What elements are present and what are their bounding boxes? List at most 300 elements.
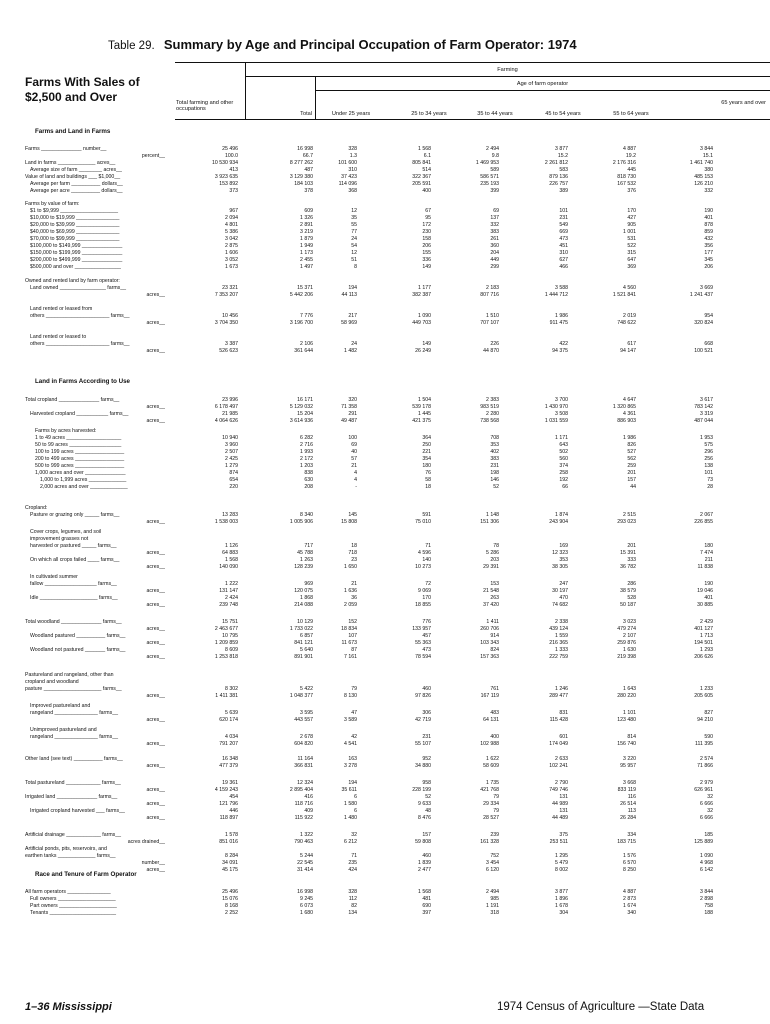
table-cell: 15 751 [222,619,238,625]
table-cell: 19.2 [625,153,636,159]
table-cell: 851 016 [219,839,238,845]
row-label: acres__ [146,404,165,410]
table-cell: 983 519 [480,404,499,410]
table-cell: 708 [490,435,499,441]
table-cell: 7 161 [344,654,357,660]
row-label: Farms ______________ number__ [25,146,107,152]
table-cell: 172 [422,222,431,228]
table-cell: 31 414 [297,867,313,873]
table-cell: 4 361 [623,411,636,417]
table-cell: 1 643 [623,686,636,692]
table-cell: 879 136 [549,174,568,180]
table-cell: 473 [422,647,431,653]
table-cell: 149 [422,341,431,347]
table-cell: 446 [229,808,238,814]
row-label: Part owners ____________________ [30,903,117,909]
table-cell: 1 461 740 [689,160,713,166]
table-cell: 356 [704,243,713,249]
table-cell: 826 [627,442,636,448]
row-label: acres__ [146,815,165,821]
row-label: Other land (see text) __________ farms__ [25,756,123,762]
table-title [108,37,577,52]
row-label: improvement grasses not [30,536,89,542]
table-cell: 1 031 559 [544,418,568,424]
table-cell: 42 719 [415,717,431,723]
table-cell: 140 [422,557,431,563]
table-cell: 170 [627,208,636,214]
table-cell: 914 [490,633,499,639]
table-cell: 807 716 [480,292,499,298]
table-cell: 413 [229,167,238,173]
table-cell: 707 107 [480,320,499,326]
table-cell: 969 [304,581,313,587]
table-cell: 6 857 [300,633,313,639]
table-cell: 4 064 626 [214,418,238,424]
table-cell: 4 541 [344,741,357,747]
row-label: acres__ [146,588,165,594]
table-cell: 761 [490,686,499,692]
table-cell: 50 187 [620,602,636,608]
table-cell: 11 838 [697,564,713,570]
table-cell: 583 [559,167,568,173]
table-cell: 79 [493,794,499,800]
table-cell: 26 249 [415,348,431,354]
table-cell: 3 319 [700,411,713,417]
table-cell: 353 [559,557,568,563]
table-cell: 190 [704,581,713,587]
table-cell: 590 [704,734,713,740]
table-cell: 16 998 [297,146,313,152]
table-cell: 6.1 [423,153,431,159]
table-cell: 44 989 [552,801,568,807]
table-cell: 366 831 [294,763,313,769]
table-cell: 654 [229,477,238,483]
table-cell: 15 808 [341,519,357,525]
table-cell: 170 [422,595,431,601]
row-label: Land rented or leased to [30,334,87,340]
table-cell: 36 [351,595,357,601]
table-cell: 55 107 [415,741,431,747]
table-cell: 26 284 [620,815,636,821]
table-cell: 318 [490,910,499,916]
table-cell: 296 [704,449,713,455]
table-cell: 188 [704,910,713,916]
table-cell: 5 639 [225,710,238,716]
table-cell: 3 196 700 [289,320,313,326]
table-cell: 1 295 [555,853,568,859]
table-cell: 1 253 818 [214,654,238,660]
table-cell: 206 626 [694,654,713,660]
table-cell: 528 [627,595,636,601]
table-cell: 1 678 [555,903,568,909]
table-cell: 1 444 712 [544,292,568,298]
table-cell: 38 579 [620,588,636,594]
table-cell: 718 [348,550,357,556]
table-cell: 71 [351,853,357,859]
table-cell: 198 [490,470,499,476]
table-cell: 460 [422,686,431,692]
table-cell: 1 048 377 [289,693,313,699]
table-cell: 1 001 [623,229,636,235]
table-cell: 439 124 [549,626,568,632]
row-label: rangeland _______________ farms__ [30,734,118,740]
table-cell: 466 [559,264,568,270]
table-cell: 911 475 [549,320,568,326]
table-cell: 1 171 [555,435,568,441]
table-cell: 222 759 [549,654,568,660]
table-cell: 2 106 [300,341,313,347]
table-cell: 1 993 [300,449,313,455]
table-cell: 3 129 380 [289,174,313,180]
row-label: 500 to 999 acres _________________ [35,463,125,469]
table-cell: 1 735 [486,780,499,786]
table-cell: 4 968 [700,860,713,866]
table-cell: 354 [422,456,431,462]
table-cell: 1 896 [555,896,568,902]
table-cell: 690 [422,903,431,909]
row-label: $500,000 and over ________________ [30,264,121,270]
row-label: Idle ____________________ farms__ [30,595,118,601]
table-cell: 373 [229,188,238,194]
table-cell: 37 423 [341,174,357,180]
table-cell: 6 120 [486,867,499,873]
table-cell: 258 [559,470,568,476]
row-label: 200 to 499 acres _________________ [35,456,125,462]
table-cell: 100.0 [225,153,238,159]
row-label: Irrigated cropland harvested ___ farms__ [30,808,125,814]
table-cell: 253 511 [549,839,568,845]
table-cell: 454 [229,794,238,800]
header-25-34: 25 to 34 years [411,111,447,117]
table-cell: 3 589 [344,717,357,723]
table-cell: 37 420 [483,602,499,608]
table-cell: 6 073 [300,903,313,909]
row-label: others ______________________ farms__ [30,313,130,319]
table-cell: 72 [425,581,431,587]
table-cell: 332 [704,188,713,194]
table-cell: 94 210 [697,717,713,723]
table-cell: 5 479 [555,860,568,866]
row-label: Owned and rented land by farm operator: [25,278,120,284]
table-cell: 128 239 [294,564,313,570]
table-cell: 328 [348,146,357,152]
table-cell: 230 [422,229,431,235]
table-cell: 15 204 [297,411,313,417]
table-cell: 748 622 [617,320,636,326]
table-cell: 7 353 207 [214,292,238,298]
row-label: number__ [141,860,165,866]
table-cell: 1 101 [623,710,636,716]
table-cell: 183 715 [617,839,636,845]
table-cell: 12 [351,250,357,256]
row-label: harvested or pastured _____ farms__ [30,543,117,549]
table-cell: 69 [351,442,357,448]
header-45-54: 45 to 54 years [545,111,581,117]
table-cell: 859 [704,229,713,235]
table-cell: 1 953 [700,435,713,441]
table-cell: 1 839 [418,860,431,866]
table-cell: 424 [348,867,357,873]
table-cell: 1 430 970 [544,404,568,410]
table-cell: 1 191 [486,903,499,909]
table-cell: 306 [422,710,431,716]
table-cell: 401 [704,595,713,601]
table-cell: 1 874 [555,512,568,518]
table-cell: 2 574 [700,756,713,762]
table-cell: 82 [351,903,357,909]
table-cell: 66.7 [302,153,313,159]
table-cell: 66 [562,484,568,490]
table-cell: 9 633 [418,801,431,807]
table-cell: 958 [422,780,431,786]
table-cell: 1 622 [486,756,499,762]
table-cell: 30 885 [697,602,713,608]
table-cell: 131 [559,808,568,814]
table-cell: 334 [627,832,636,838]
table-cell: 2 261 812 [544,160,568,166]
table-cell: 8 250 [623,867,636,873]
table-cell: 184 103 [294,181,313,187]
row-label: Woodland pastured __________ farms__ [30,633,126,639]
table-cell: 18 855 [415,602,431,608]
table-cell: 591 [422,512,431,518]
table-cell: 299 [490,264,499,270]
farming-rule [245,76,770,77]
row-label: $150,000 to $199,999 ______________ [30,250,123,256]
table-cell: 12 323 [552,550,568,556]
row-label: Tenants _______________________ [30,910,116,916]
table-cell: 7 776 [300,313,313,319]
table-cell: 15 076 [222,896,238,902]
table-cell: 841 121 [294,640,313,646]
row-label: acres__ [146,640,165,646]
table-cell: 54 [351,243,357,249]
table-cell: 64 131 [483,717,499,723]
table-cell: 3 700 [555,397,568,403]
table-cell: 158 [422,236,431,242]
row-label: Total cropland ______________ farms__ [25,397,120,403]
table-cell: 3 668 [623,780,636,786]
table-cell: 3 042 [225,236,238,242]
table-cell: 25 496 [222,146,238,152]
section-heading: Race and Tenure of Farm Operator [35,871,137,878]
table-cell: 29 334 [483,801,499,807]
table-cell: 3 923 635 [214,174,238,180]
table-cell: 758 [704,903,713,909]
table-cell: 260 706 [480,626,499,632]
header-35-44: 35 to 44 years [477,111,513,117]
row-label: Average size of farm ________ acres__ [30,167,122,173]
table-cell: 28 [707,484,713,490]
row-label: $200,000 to $499,999 ______________ [30,257,123,263]
table-cell: 101 600 [338,160,357,166]
table-cell: 1 868 [300,595,313,601]
table-cell: 149 [422,264,431,270]
row-label: Full owners ____________________ [30,896,116,902]
table-cell: 169 [559,543,568,549]
table-cell: 116 [627,794,636,800]
table-cell: 107 [348,633,357,639]
table-cell: 239 [490,832,499,838]
table-cell: 11 673 [341,640,357,646]
table-cell: 5 422 [300,686,313,692]
table-cell: 214 088 [294,602,313,608]
age-rule [315,90,770,91]
table-cell: 100 521 [694,348,713,354]
table-cell: 905 [627,222,636,228]
table-cell: 133 957 [412,626,431,632]
row-label: $100,000 to $149,999 ______________ [30,243,123,249]
table-cell: 617 [627,341,636,347]
table-cell: 115 922 [294,815,313,821]
table-cell: 2 455 [300,257,313,263]
table-cell: 16 998 [297,889,313,895]
table-cell: 201 [627,543,636,549]
header-55-64: 55 to 64 years [613,111,649,117]
table-cell: 138 [704,463,713,469]
row-label: Irrigated land ______________ farms__ [25,794,118,800]
table-cell: 8 168 [225,903,238,909]
table-cell: 203 [490,557,499,563]
table-cell: 389 [559,188,568,194]
table-cell: 44 489 [552,815,568,821]
table-cell: 717 [304,543,313,549]
table-cell: 4 [354,470,357,476]
table-cell: 1 293 [700,647,713,653]
table-cell: 79 [493,808,499,814]
table-cell: 874 [229,470,238,476]
table-cell: 10 456 [222,313,238,319]
table-cell: 1 568 [418,889,431,895]
table-cell: 749 746 [549,787,568,793]
table-cell: 1 326 [300,215,313,221]
table-cell: 3 877 [555,889,568,895]
table-cell: 824 [490,647,499,653]
table-cell: 487 [304,167,313,173]
table-cell: 7 474 [700,550,713,556]
table-cell: 263 [490,595,499,601]
table-cell: 259 [627,463,636,469]
table-cell: 457 [422,633,431,639]
table-cell: 3 614 936 [289,418,313,424]
table-cell: 3 219 [300,229,313,235]
table-cell: 833 119 [617,787,636,793]
table-cell: 3 508 [555,411,568,417]
table-cell: 5 129 032 [289,404,313,410]
table-cell: 26 514 [620,801,636,807]
row-label: Farms by value of farm: [25,201,80,207]
table-cell: 157 [422,832,431,838]
table-cell: 15.1 [702,153,713,159]
table-cell: 2 477 [418,867,431,873]
table-cell: 470 [559,595,568,601]
table-cell: 332 [490,222,499,228]
table-cell: 1 263 [300,557,313,563]
table-cell: 1 222 [225,581,238,587]
table-cell: 111 395 [695,741,713,747]
table-cell: 1 209 859 [214,640,238,646]
row-label: acres drained__ [127,839,165,845]
table-cell: 177 [704,250,713,256]
table-cell: 231 [422,734,431,740]
table-cell: 94 375 [552,348,568,354]
table-cell: 2 172 [300,456,313,462]
table-cell: 1 322 [300,832,313,838]
row-label: Harvested cropland ___________ farms__ [30,411,129,417]
table-cell: 360 [490,243,499,249]
table-cell: 4 [354,477,357,483]
table-cell: 609 [304,208,313,214]
table-cell: 9 245 [300,896,313,902]
row-label: Artificial ponds, pits, reservoirs, and [25,846,107,852]
table-cell: 75 010 [415,519,431,525]
table-cell: 250 [422,442,431,448]
table-cell: 163 [348,756,357,762]
table-cell: 3 220 [623,756,636,762]
table-cell: - [355,484,357,490]
table-cell: 310 [559,250,568,256]
table-cell: 13 283 [222,512,238,518]
table-cell: 21 985 [222,411,238,417]
table-cell: 2 507 [225,449,238,455]
table-cell: 967 [229,208,238,214]
table-cell: 380 [704,167,713,173]
table-cell: 1 445 [418,411,431,417]
table-cell: 2 176 316 [612,160,636,166]
table-cell: 2 019 [623,313,636,319]
table-cell: 1 580 [344,801,357,807]
table-cell: 6 666 [700,815,713,821]
table-cell: 194 [348,780,357,786]
table-cell: 1 568 [225,557,238,563]
table-cell: 235 193 [480,181,499,187]
table-cell: 4 560 [623,285,636,291]
table-cell: 157 363 [480,654,499,660]
table-cell: 73 [707,477,713,483]
table-cell: 336 [422,257,431,263]
table-cell: 451 [559,243,568,249]
table-cell: 167 119 [480,693,499,699]
table-cell: 3 052 [225,257,238,263]
table-cell: 560 [559,456,568,462]
row-label: Woodland not pastured _______ farms__ [30,647,126,653]
table-cell: 1 986 [555,313,568,319]
table-cell: 427 [627,215,636,221]
table-cell: 51 [351,257,357,263]
table-cell: 1 411 [486,619,499,625]
table-cell: 1 241 437 [689,292,713,298]
table-cell: 123 480 [617,717,636,723]
table-cell: 1 674 [623,903,636,909]
table-cell: 194 [348,285,357,291]
table-cell: 115 428 [549,717,568,723]
table-cell: 831 [559,710,568,716]
table-cell: 378 [304,188,313,194]
table-cell: 473 [559,236,568,242]
table-cell: 1 733 022 [289,626,313,632]
table-cell: 59 808 [415,839,431,845]
row-label: acres__ [146,801,165,807]
table-cell: 409 [304,808,313,814]
header-farming: Farming [497,67,518,73]
table-cell: 95 [425,215,431,221]
table-cell: 2 678 [300,734,313,740]
table-cell: 328 [348,889,357,895]
table-cell: 1 482 [344,348,357,354]
row-label: acres__ [146,564,165,570]
table-cell: 71 [425,543,431,549]
table-cell: 204 [490,250,499,256]
